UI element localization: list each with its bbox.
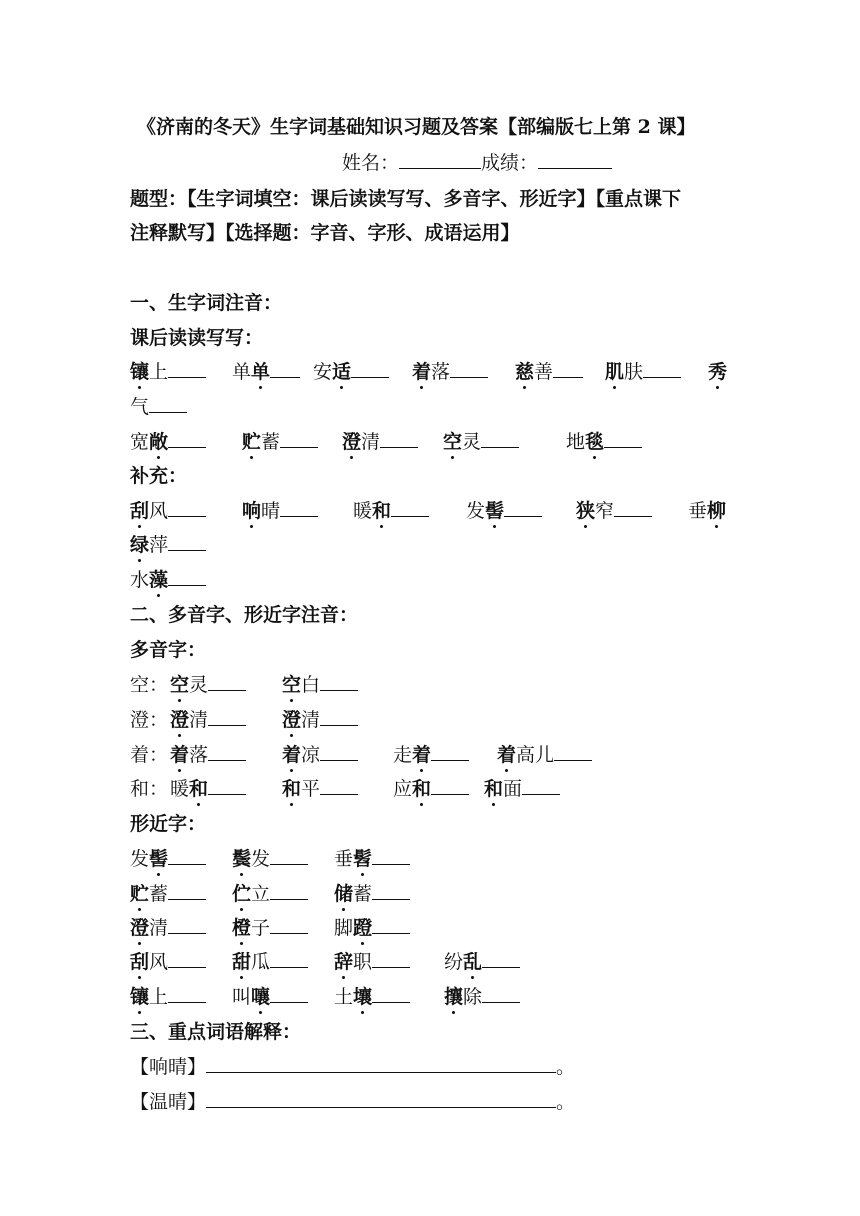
word-char: 灵 <box>189 674 209 696</box>
key-char: 着 <box>412 744 432 766</box>
word-item <box>242 427 318 454</box>
key-char: 甜 <box>232 951 252 973</box>
word-item <box>708 357 727 384</box>
pinyin-blank[interactable] <box>270 850 308 865</box>
word-char: 落 <box>189 744 209 766</box>
key-char: 储 <box>334 883 354 905</box>
polyphone-label: 和： <box>130 778 169 800</box>
pinyin-blank[interactable] <box>482 953 520 968</box>
pinyin-blank[interactable] <box>372 885 410 900</box>
pinyin-blank[interactable] <box>270 988 308 1003</box>
key-char: 着 <box>412 361 432 383</box>
word-char: 蓄 <box>261 431 281 453</box>
key-char: 贮 <box>242 431 262 453</box>
word-char: 脚 <box>334 917 354 939</box>
word-char: 凉 <box>301 744 321 766</box>
key-char: 响 <box>242 500 262 522</box>
pinyin-blank[interactable] <box>614 502 652 517</box>
word-char: 灵 <box>462 431 482 453</box>
word-char: 晴 <box>261 500 281 522</box>
word-char: 暖 <box>170 778 190 800</box>
pinyin-blank[interactable] <box>168 953 206 968</box>
word-char: 走 <box>393 744 413 766</box>
polyphone-label: 着： <box>130 744 169 766</box>
word-item <box>130 357 206 384</box>
key-char: 澄 <box>170 709 190 731</box>
word-char: 水 <box>130 569 150 591</box>
word-char: 宽 <box>130 431 150 453</box>
key-char: 乱 <box>463 951 483 973</box>
word-item <box>130 530 206 557</box>
word-char: 叫 <box>232 986 252 1008</box>
word-item <box>566 427 642 454</box>
key-char: 辞 <box>334 951 354 973</box>
section-3-heading: 三、重点词语解释： <box>130 1021 302 1043</box>
word-item <box>130 982 206 1009</box>
definition-row <box>130 1087 575 1114</box>
definition-blank[interactable] <box>206 1093 556 1108</box>
word-char: 窄 <box>595 500 615 522</box>
word-item <box>484 774 560 801</box>
word-item <box>334 879 410 906</box>
word-item <box>443 427 519 454</box>
key-char: 贮 <box>130 883 150 905</box>
pinyin-blank[interactable] <box>320 746 358 761</box>
key-char: 髻 <box>149 848 169 870</box>
question-types-line-2: 注释默写】【选择题：字音、字形、成语运用】 <box>130 222 520 244</box>
word-char: 儿 <box>535 744 555 766</box>
pinyin-blank[interactable] <box>270 953 308 968</box>
key-char: 蹬 <box>353 917 373 939</box>
pinyin-blank[interactable] <box>208 780 246 795</box>
pinyin-blank[interactable] <box>168 536 206 551</box>
score-label: 成绩： <box>481 152 539 174</box>
word-char: 平 <box>301 778 321 800</box>
word-item <box>334 947 410 974</box>
sub-heading-polyphone: 多音字： <box>130 639 207 661</box>
word-char: 单 <box>232 361 252 383</box>
word-item <box>232 913 308 940</box>
key-char: 橙 <box>232 917 252 939</box>
word-item <box>497 740 592 767</box>
key-char: 和 <box>189 778 209 800</box>
pinyin-blank[interactable] <box>372 953 410 968</box>
word-char: 高 <box>516 744 536 766</box>
key-char: 单 <box>251 361 271 383</box>
word-char: 萍 <box>149 534 169 556</box>
word-item <box>334 913 410 940</box>
word-item <box>242 496 318 523</box>
word-char: 发 <box>130 848 150 870</box>
word-char: 肤 <box>624 361 644 383</box>
word-item <box>282 670 358 697</box>
word-item <box>334 844 410 871</box>
pinyin-blank[interactable] <box>372 850 410 865</box>
pinyin-blank[interactable] <box>168 850 206 865</box>
word-item <box>170 670 246 697</box>
pinyin-blank[interactable] <box>554 746 592 761</box>
word-char: 风 <box>149 951 169 973</box>
pinyin-blank[interactable] <box>270 885 308 900</box>
score-blank[interactable] <box>538 150 612 169</box>
period: 。 <box>556 1091 576 1113</box>
sub-heading-reading: 课后读读写写： <box>130 327 264 349</box>
key-char: 秀 <box>708 361 728 383</box>
word-item <box>130 565 206 592</box>
pinyin-blank[interactable] <box>208 746 246 761</box>
word-item <box>576 496 652 523</box>
word-item <box>170 705 246 732</box>
word-char: 安 <box>313 361 333 383</box>
pinyin-blank[interactable] <box>372 919 410 934</box>
section-1-heading: 一、生字词注音： <box>130 292 283 314</box>
page-title: 《济南的冬天》生字词基础知识习题及答案【部编版七上第 2 课】 <box>137 116 696 138</box>
term-label: 【温晴】 <box>130 1091 207 1113</box>
question-types-line-1: 题型：【生字词填空：课后读读写写、多音字、形近字】【重点课下 <box>130 188 682 210</box>
word-char: 瓜 <box>251 951 271 973</box>
pinyin-blank[interactable] <box>504 502 542 517</box>
word-char: 垂 <box>334 848 354 870</box>
definition-row <box>130 1052 575 1079</box>
sub-heading-similar: 形近字： <box>130 813 207 835</box>
key-char: 刮 <box>130 500 150 522</box>
word-char: 立 <box>251 883 271 905</box>
name-score-line <box>342 148 612 175</box>
word-item <box>130 427 206 454</box>
key-char: 慈 <box>515 361 535 383</box>
word-item <box>282 705 358 732</box>
key-char: 镶 <box>130 361 150 383</box>
pinyin-blank[interactable] <box>168 363 206 378</box>
word-char: 除 <box>463 986 483 1008</box>
word-char: 子 <box>251 917 271 939</box>
key-char: 髫 <box>353 848 373 870</box>
pinyin-blank[interactable] <box>168 502 206 517</box>
word-item <box>466 496 542 523</box>
word-char: 清 <box>189 709 209 731</box>
pinyin-blank[interactable] <box>643 363 681 378</box>
word-char: 暖 <box>353 500 373 522</box>
word-item <box>393 774 469 801</box>
word-char: 善 <box>534 361 554 383</box>
key-char: 髻 <box>485 500 505 522</box>
period: 。 <box>556 1056 576 1078</box>
polyphone-label: 空： <box>130 674 169 696</box>
pinyin-blank[interactable] <box>149 398 187 413</box>
key-char: 狭 <box>576 500 596 522</box>
word-item <box>232 879 308 906</box>
pinyin-blank[interactable] <box>553 363 583 378</box>
key-char: 和 <box>282 778 302 800</box>
key-char: 澄 <box>130 917 150 939</box>
word-item <box>515 357 583 384</box>
key-char: 澄 <box>342 431 362 453</box>
name-label: 姓名： <box>342 152 400 174</box>
word-char: 清 <box>301 709 321 731</box>
word-item <box>342 427 418 454</box>
key-char: 空 <box>443 431 463 453</box>
key-char: 鬓 <box>232 848 252 870</box>
key-char: 毯 <box>585 431 605 453</box>
pinyin-blank[interactable] <box>168 571 206 586</box>
key-char: 着 <box>497 744 517 766</box>
key-char: 藻 <box>149 569 169 591</box>
key-char: 和 <box>412 778 432 800</box>
word-item <box>313 357 389 384</box>
polyphone-label: 澄： <box>130 709 169 731</box>
word-item <box>444 947 520 974</box>
word-char: 蓄 <box>149 883 169 905</box>
key-char: 镶 <box>130 986 150 1008</box>
key-char: 伫 <box>232 883 252 905</box>
key-char: 壤 <box>353 986 373 1008</box>
pinyin-blank[interactable] <box>320 711 358 726</box>
word-item <box>232 357 300 384</box>
pinyin-blank[interactable] <box>391 502 429 517</box>
pinyin-blank[interactable] <box>482 988 520 1003</box>
word-item <box>688 496 726 523</box>
word-item <box>130 496 206 523</box>
pinyin-blank[interactable] <box>320 676 358 691</box>
word-char: 清 <box>361 431 381 453</box>
term-label: 【响晴】 <box>130 1056 207 1078</box>
pinyin-blank[interactable] <box>168 433 206 448</box>
word-char: 垂 <box>688 500 708 522</box>
word-item <box>282 774 358 801</box>
key-char: 嚷 <box>251 986 271 1008</box>
word-char: 发 <box>466 500 486 522</box>
word-char: 土 <box>334 986 354 1008</box>
section-2-heading: 二、多音字、形近字注音： <box>130 604 359 626</box>
word-item <box>282 740 358 767</box>
word-item <box>353 496 429 523</box>
pinyin-blank[interactable] <box>320 780 358 795</box>
pinyin-blank[interactable] <box>522 780 560 795</box>
key-char: 适 <box>332 361 352 383</box>
pinyin-blank[interactable] <box>351 363 389 378</box>
word-char: 地 <box>566 431 586 453</box>
key-char: 空 <box>282 674 302 696</box>
key-char: 绿 <box>130 534 150 556</box>
pinyin-blank[interactable] <box>431 780 469 795</box>
pinyin-blank[interactable] <box>481 433 519 448</box>
word-char: 气 <box>130 396 150 418</box>
word-char: 蓄 <box>353 883 373 905</box>
word-item <box>605 357 681 384</box>
pinyin-blank[interactable] <box>431 746 469 761</box>
word-item <box>170 740 246 767</box>
pinyin-blank[interactable] <box>270 919 308 934</box>
word-char: 落 <box>431 361 451 383</box>
word-char: 上 <box>149 986 169 1008</box>
key-char: 着 <box>282 744 302 766</box>
pinyin-blank[interactable] <box>604 433 642 448</box>
pinyin-blank[interactable] <box>168 988 206 1003</box>
pinyin-blank[interactable] <box>270 363 300 378</box>
word-item <box>130 879 206 906</box>
pinyin-blank[interactable] <box>380 433 418 448</box>
key-char: 和 <box>484 778 504 800</box>
key-char: 刮 <box>130 951 150 973</box>
key-char: 着 <box>170 744 190 766</box>
pinyin-blank[interactable] <box>372 988 410 1003</box>
word-char: 面 <box>503 778 523 800</box>
word-char: 清 <box>149 917 169 939</box>
key-char: 敞 <box>149 431 169 453</box>
word-char: 上 <box>149 361 169 383</box>
key-char: 柳 <box>707 500 727 522</box>
word-char: 职 <box>353 951 373 973</box>
word-char: 纷 <box>444 951 464 973</box>
word-item <box>334 982 410 1009</box>
key-char: 肌 <box>605 361 625 383</box>
word-char: 发 <box>251 848 271 870</box>
pinyin-blank[interactable] <box>450 363 488 378</box>
word-item <box>130 392 187 419</box>
word-char: 白 <box>301 674 321 696</box>
definition-blank[interactable] <box>206 1058 556 1073</box>
sub-heading-supplement: 补充： <box>130 465 188 487</box>
pinyin-blank[interactable] <box>208 711 246 726</box>
word-char: 风 <box>149 500 169 522</box>
word-item <box>393 740 469 767</box>
key-char: 和 <box>372 500 392 522</box>
word-char: 应 <box>393 778 413 800</box>
word-item <box>444 982 520 1009</box>
pinyin-blank[interactable] <box>208 676 246 691</box>
word-item <box>412 357 488 384</box>
word-item <box>232 982 308 1009</box>
key-char: 空 <box>170 674 190 696</box>
word-item <box>170 774 246 801</box>
pinyin-blank[interactable] <box>168 885 206 900</box>
word-item <box>130 913 206 940</box>
word-item <box>232 947 308 974</box>
pinyin-blank[interactable] <box>280 433 318 448</box>
word-item <box>130 947 206 974</box>
word-item <box>232 844 308 871</box>
key-char: 澄 <box>282 709 302 731</box>
name-blank[interactable] <box>399 150 481 169</box>
pinyin-blank[interactable] <box>168 919 206 934</box>
word-item <box>130 844 206 871</box>
key-char: 攘 <box>444 986 464 1008</box>
pinyin-blank[interactable] <box>280 502 318 517</box>
